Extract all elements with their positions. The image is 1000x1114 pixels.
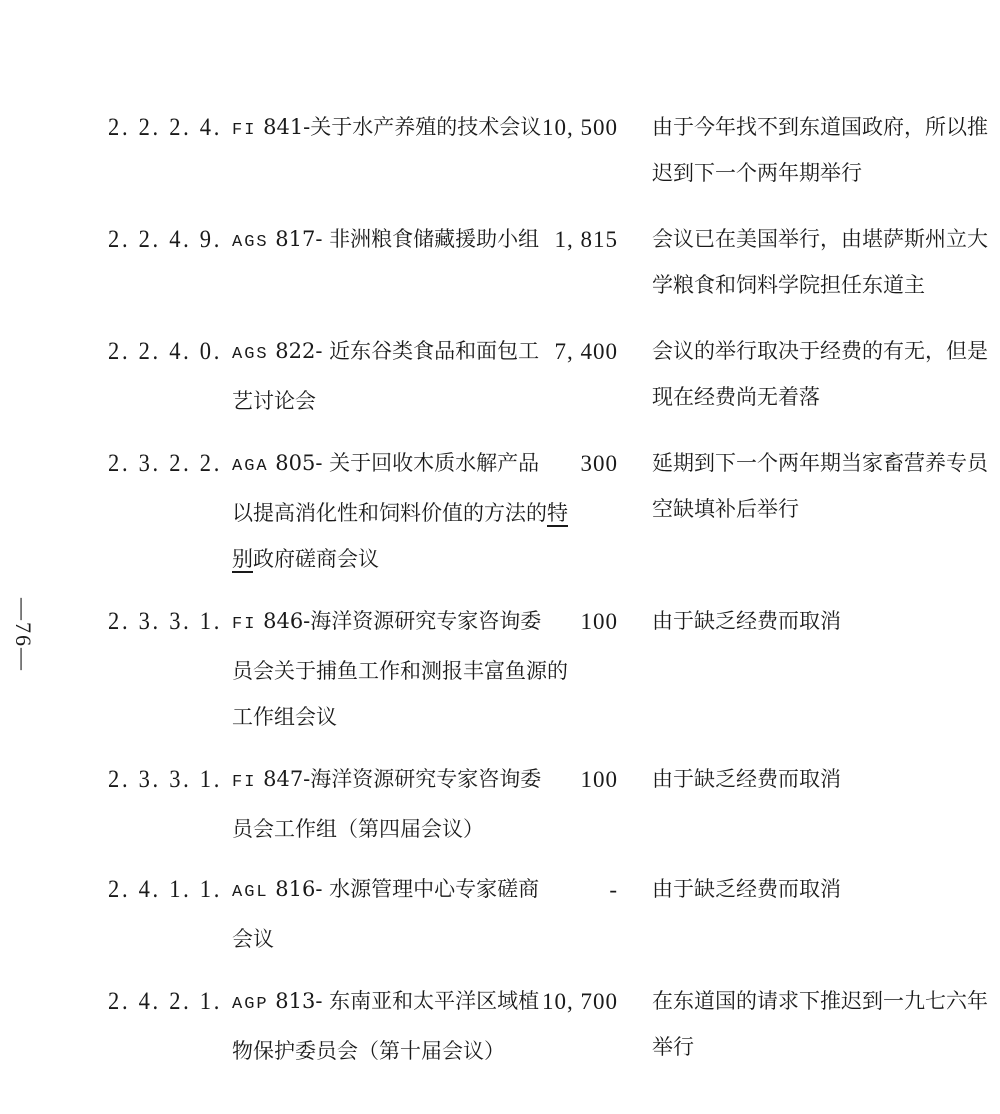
item-number: 2. 3. 3. 1. [108, 608, 223, 635]
item-code: AGS [232, 233, 269, 252]
item-number: 2. 4. 2. 1. [108, 988, 223, 1015]
item-code: FI [232, 773, 257, 792]
item-number: 2. 2. 2. 4. [108, 114, 223, 141]
item-note: 由于今年找不到东道国政府，所以推 迟到下一个两年期举行 [652, 115, 988, 185]
item-amount: 100 [580, 609, 618, 634]
item-number: 2. 3. 3. 1. [108, 766, 223, 793]
item-note: 延期到下一个两年期当家畜营养专员 空缺填补后举行 [652, 451, 988, 521]
item-note: 由于缺乏经费而取消 [652, 877, 841, 901]
item-note: 在东道国的请求下推迟到一九七六年 举行 [652, 989, 988, 1059]
page-number: —76— [11, 598, 36, 672]
underlined-char: 特 [547, 501, 568, 525]
item-code: AGL [232, 883, 269, 902]
item-title: AGS 822- 近东谷类食品和面包工 艺讨论会 [232, 339, 540, 413]
item-note: 会议已在美国举行，由堪萨斯州立大 学粮食和饲料学院担任东道主 [652, 227, 988, 297]
item-number: 2. 3. 2. 2. [108, 450, 223, 477]
item-title: FI 846-海洋资源研究专家咨询委 员会关于捕鱼工作和测报丰富鱼源的 工作组会议 [232, 609, 568, 729]
item-number: 2. 4. 1. 1. [108, 876, 223, 903]
item-title: AGA 805- 关于回收木质水解产品 以提高消化性和饲料价值的方法的特 别政府磋商会议 [232, 451, 568, 571]
item-title: AGL 816- 水源管理中心专家磋商 会议 [232, 877, 540, 951]
item-amount: 10, 500 [542, 115, 618, 140]
item-title: FI 847-海洋资源研究专家咨询委 员会工作组（第四届会议） [232, 767, 542, 841]
item-code: AGP [232, 995, 269, 1014]
item-number: 2. 2. 4. 9. [108, 226, 223, 253]
item-amount: 1, 815 [554, 227, 618, 252]
item-code: FI [232, 615, 257, 634]
item-amount: - [609, 877, 618, 902]
item-amount: 7, 400 [554, 339, 618, 364]
item-number: 2. 2. 4. 0. [108, 338, 223, 365]
item-note: 会议的举行取决于经费的有无，但是 现在经费尚无着落 [652, 339, 988, 409]
item-amount: 100 [580, 767, 618, 792]
item-code: AGA [232, 457, 269, 476]
item-code: AGS [232, 345, 269, 364]
item-amount: 10, 700 [542, 989, 618, 1014]
underlined-char: 别 [232, 547, 253, 571]
item-title: FI 841-关于水产养殖的技术会议 [232, 115, 542, 140]
item-title: AGP 813- 东南亚和太平洋区域植 物保护委员会（第十届会议） [232, 989, 540, 1063]
item-amount: 300 [580, 451, 618, 476]
item-code: FI [232, 121, 257, 140]
item-title: AGS 817- 非洲粮食储藏援助小组 [232, 227, 540, 252]
item-note: 由于缺乏经费而取消 [652, 767, 841, 791]
item-note: 由于缺乏经费而取消 [652, 609, 841, 633]
